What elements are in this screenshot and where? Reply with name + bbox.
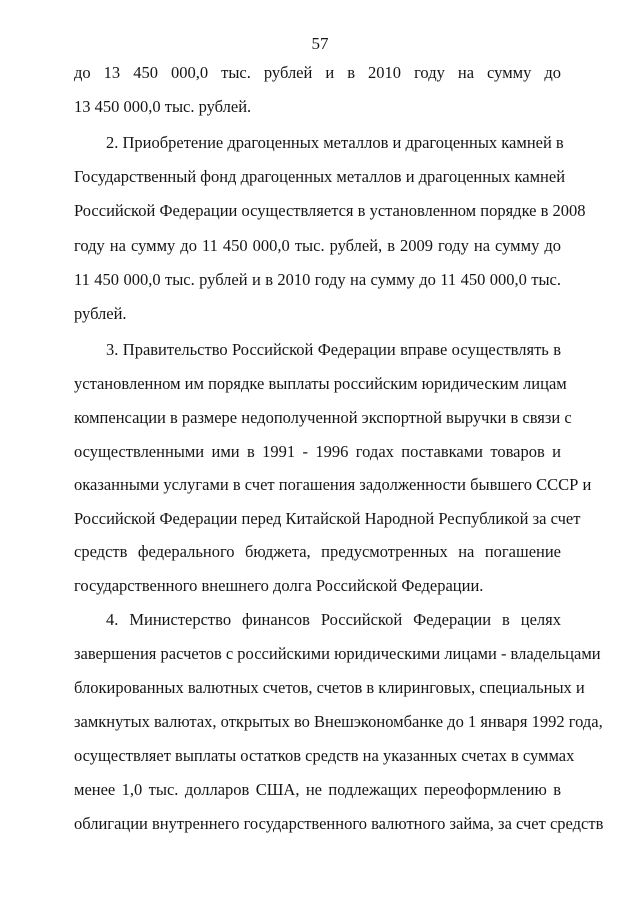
text-line: установленном им порядке выплаты российским юридическим лицам — [74, 374, 567, 393]
text-line: 13 450 000,0 тыс. рублей. — [74, 97, 252, 116]
text-line: замкнутых валютах, открытых во Внешэкономбанке до 1 января 1992 года, — [74, 712, 603, 731]
text-line: до 13 450 000,0 тыс. рублей и в 2010 году на сумму до — [74, 63, 561, 82]
text-line: Российской Федерации осуществляется в установленном порядке в 2008 — [74, 201, 586, 220]
text-line: Государственный фонд драгоценных металлов и драгоценных камней — [74, 167, 566, 186]
text-line: средств федерального бюджета, предусмотренных на погашение — [74, 542, 561, 561]
text-line: году на сумму до 11 450 000,0 тыс. рублей, в 2009 году на сумму до — [74, 236, 561, 255]
text-line: Российской Федерации перед Китайской Народной Республикой за счет — [74, 509, 581, 528]
paragraph-3-first-line: 3. Правительство Российской Федерации вправе осуществлять в — [106, 340, 561, 359]
text-line: завершения расчетов с российскими юридическими лицами - владельцами — [74, 644, 601, 663]
paragraph-2-first-line: 2. Приобретение драгоценных металлов и драгоценных камней в — [106, 133, 564, 152]
page-number: 57 — [311, 34, 329, 53]
text-line: осуществляет выплаты остатков средств на указанных счетах в суммах — [74, 746, 575, 765]
text-line: компенсации в размере недополученной экспортной выручки в связи с — [74, 408, 572, 427]
text-line: блокированных валютных счетов, счетов в клиринговых, специальных и — [74, 678, 585, 697]
text-line: государственного внешнего долга Российской Федерации. — [74, 576, 484, 595]
text-line: облигации внутреннего государственного валютного займа, за счет средств — [74, 814, 604, 833]
text-line: менее 1,0 тыс. долларов США, не подлежащих переоформлению в — [74, 780, 561, 799]
text-line: оказанными услугами в счет погашения задолженности бывшего СССР и — [74, 475, 592, 494]
text-line: 11 450 000,0 тыс. рублей и в 2010 году на сумму до 11 450 000,0 тыс. — [74, 270, 561, 289]
text-line: рублей. — [74, 304, 127, 323]
paragraph-4-first-line: 4. Министерство финансов Российской Федерации в целях — [106, 610, 561, 629]
text-line: осуществленными ими в 1991 - 1996 годах поставками товаров и — [74, 442, 561, 461]
